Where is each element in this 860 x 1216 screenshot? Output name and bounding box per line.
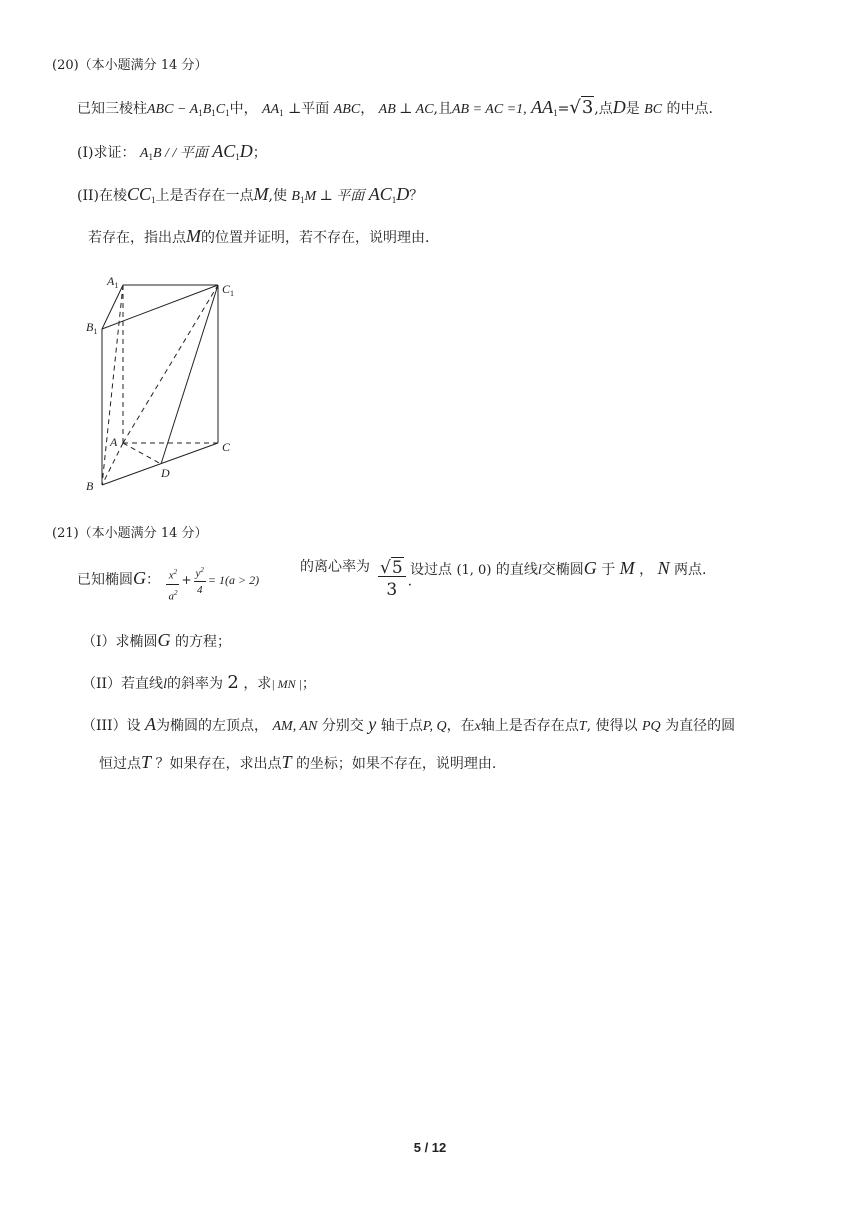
q21-p3-label: （III）设 — [82, 718, 141, 734]
q21-p3-A: A — [145, 714, 157, 734]
q21-frac-y: $\frac{y^2}{4}$ — [194, 562, 206, 599]
q21-p3-c: 轴于点 — [380, 718, 423, 734]
q21-eq-rest: = 1(a > 2) — [207, 573, 260, 588]
q20-line2-b: 的位置并证明，若不存在，说明理由. — [201, 230, 430, 246]
label-C1: $C_1$ — [222, 282, 235, 298]
q21-p2-MN: | MN | — [271, 677, 302, 691]
q21-intro-a: 已知椭圆 — [77, 572, 133, 589]
q21-p3-T2: T — [141, 752, 152, 772]
q21-p3-f: , 使得以 — [586, 718, 638, 734]
q20-part2 — [77, 184, 423, 205]
q21-p3-T3: T — [281, 752, 292, 772]
q21-N: N — [657, 558, 670, 578]
q20-part2-label: (II)在棱 — [77, 188, 127, 204]
q20-comma: ， — [360, 101, 375, 117]
q21-header: (21)（本小题满分 14 分） — [52, 526, 208, 541]
q21-yu: 于 — [601, 562, 616, 578]
q21-sep: ， — [639, 562, 654, 578]
q21-intro — [77, 556, 259, 604]
q21-p3-b: 分别交 — [321, 718, 364, 734]
q20-part2-cc1: $CC_1$ — [126, 184, 156, 205]
label-A1: $A_1$ — [107, 274, 119, 290]
q20-dian: ,点 — [594, 101, 613, 117]
label-D: D — [161, 466, 170, 480]
q20-eq: = — [557, 101, 570, 117]
q20-part1-end: ； — [252, 145, 267, 161]
q21-p3-y: y — [368, 714, 377, 734]
q21-p2-end: ； — [301, 676, 316, 692]
q20-prism-name: ABC − $A_1B_1C_1$ — [147, 102, 230, 118]
q21-M: M — [619, 558, 635, 578]
q20-perp: ⊥ — [288, 101, 302, 117]
q21-p3-x: x — [474, 719, 481, 734]
q21-p3-line2-c: 的坐标；如果不存在，说明理由. — [295, 756, 497, 772]
q20-aa1-eq: $AA_1$ — [531, 97, 558, 118]
q20-part1-label: (I)求证： — [77, 145, 136, 161]
q20-shi: 是 — [625, 101, 640, 117]
q20-abc: ABC — [333, 102, 361, 117]
q21-through: 设过点 — [410, 562, 452, 578]
q21-p3-line2-b: ？如果存在，求出点 — [155, 756, 282, 772]
q21-intersect: 交椭圆 — [541, 562, 584, 578]
q21-plus: + — [181, 573, 192, 588]
q21-part3-line2 — [99, 752, 496, 773]
q21-p2-mid: 的斜率为 — [166, 676, 223, 692]
q20-part1-b: B / / 平面 — [152, 146, 208, 161]
q21-p2-l: l — [163, 677, 167, 692]
q20-D: D — [612, 97, 626, 117]
q20-intro-b: 中， — [229, 101, 258, 117]
q20-intro-a: 已知三棱柱 — [77, 101, 147, 117]
q21-sqrt5-over-3: $\frac{√5}{3}$ — [378, 560, 406, 603]
q21-p3-PQ: P, Q — [422, 719, 447, 734]
q21-intro-line — [410, 558, 706, 579]
q21-p3-T: T — [578, 719, 587, 734]
q20-part2-b1m: $B_1M$ ⊥ 平面 — [291, 189, 365, 205]
q21-p3-e: 轴上是否存在点 — [480, 718, 579, 734]
page-number: 5 / 12 — [413, 1140, 447, 1155]
q20-part1-a1b: $A_1$ — [139, 146, 153, 162]
q20-mid: 的中点. — [666, 101, 713, 117]
q21-p1-G: G — [157, 630, 171, 650]
q21-line: 的直线 — [495, 562, 538, 578]
q21-colon: ： — [146, 572, 160, 589]
q20-part1-ac1d: $AC_1D$ — [212, 141, 253, 162]
q21-p3-AMAN: AM, AN — [272, 719, 318, 734]
q20-part2-end: ？ — [409, 188, 424, 204]
q21-part2 — [82, 672, 316, 693]
q21-p2-label: （II）若直线 — [82, 676, 164, 692]
q20-aa1: $AA_1$ — [262, 102, 284, 118]
q20-header: (20)（本小题满分 14 分） — [52, 58, 208, 73]
q20-part2-line2 — [88, 226, 429, 247]
label-A: A — [110, 435, 118, 449]
q21-point: (1, 0) — [456, 563, 492, 578]
q21-p2-two: 2 — [227, 672, 239, 693]
q21-dot: . — [407, 573, 413, 590]
q20-part2-M: M — [253, 184, 269, 204]
q21-p3-line2-a: 恒过点 — [99, 756, 141, 772]
q21-G2: G — [583, 558, 597, 578]
q20-plane: 平面 — [301, 101, 330, 117]
q21-ecc: 的离心率为 — [300, 559, 370, 575]
q20-qie: ,且 — [433, 101, 452, 117]
q21-p3-a: 为椭圆的左顶点， — [156, 718, 269, 734]
prism-figure — [80, 268, 260, 500]
q20-line2-M: M — [186, 226, 201, 246]
q21-p3-d: ，在 — [446, 718, 475, 734]
q20-part1 — [77, 141, 267, 162]
q20-BC: BC — [644, 102, 663, 117]
label-B: B — [86, 479, 94, 493]
q21-intro-cont — [300, 556, 370, 576]
q21-p1-label: （I）求椭圆 — [82, 634, 158, 650]
q21-ecc-value — [376, 560, 412, 603]
q21-p2-ask: ，求 — [243, 676, 272, 692]
q20-part2-b: ,使 — [268, 188, 287, 204]
q21-p3-PQ2: PQ — [641, 719, 661, 734]
q20-sqrt3: √3 — [569, 97, 594, 118]
q20-line2-a: 若存在，指出点 — [88, 230, 186, 246]
q20-ab-eq: AB = AC =1, — [452, 102, 527, 117]
q21-frac-x: $\frac{x^2}{a^2}$ — [166, 564, 179, 604]
q21-p3-g: 为直径的圆 — [665, 718, 736, 734]
q20-part2-ac1d: $AC_1D$ — [368, 184, 410, 205]
q21-two-pts: 两点. — [674, 562, 707, 578]
label-B1: $B_1$ — [86, 320, 98, 336]
q21-part1 — [82, 630, 231, 651]
q20-part2-a: 上是否存在一点 — [155, 188, 254, 204]
q21-p1-end: 的方程； — [174, 634, 231, 650]
q20-intro — [77, 97, 713, 118]
q21-l: l — [537, 563, 542, 578]
q21-G: G — [133, 568, 146, 589]
q20-ab-perp-ac: AB ⊥ AC — [378, 102, 434, 117]
q21-part3 — [82, 714, 735, 735]
label-C: C — [222, 440, 231, 454]
